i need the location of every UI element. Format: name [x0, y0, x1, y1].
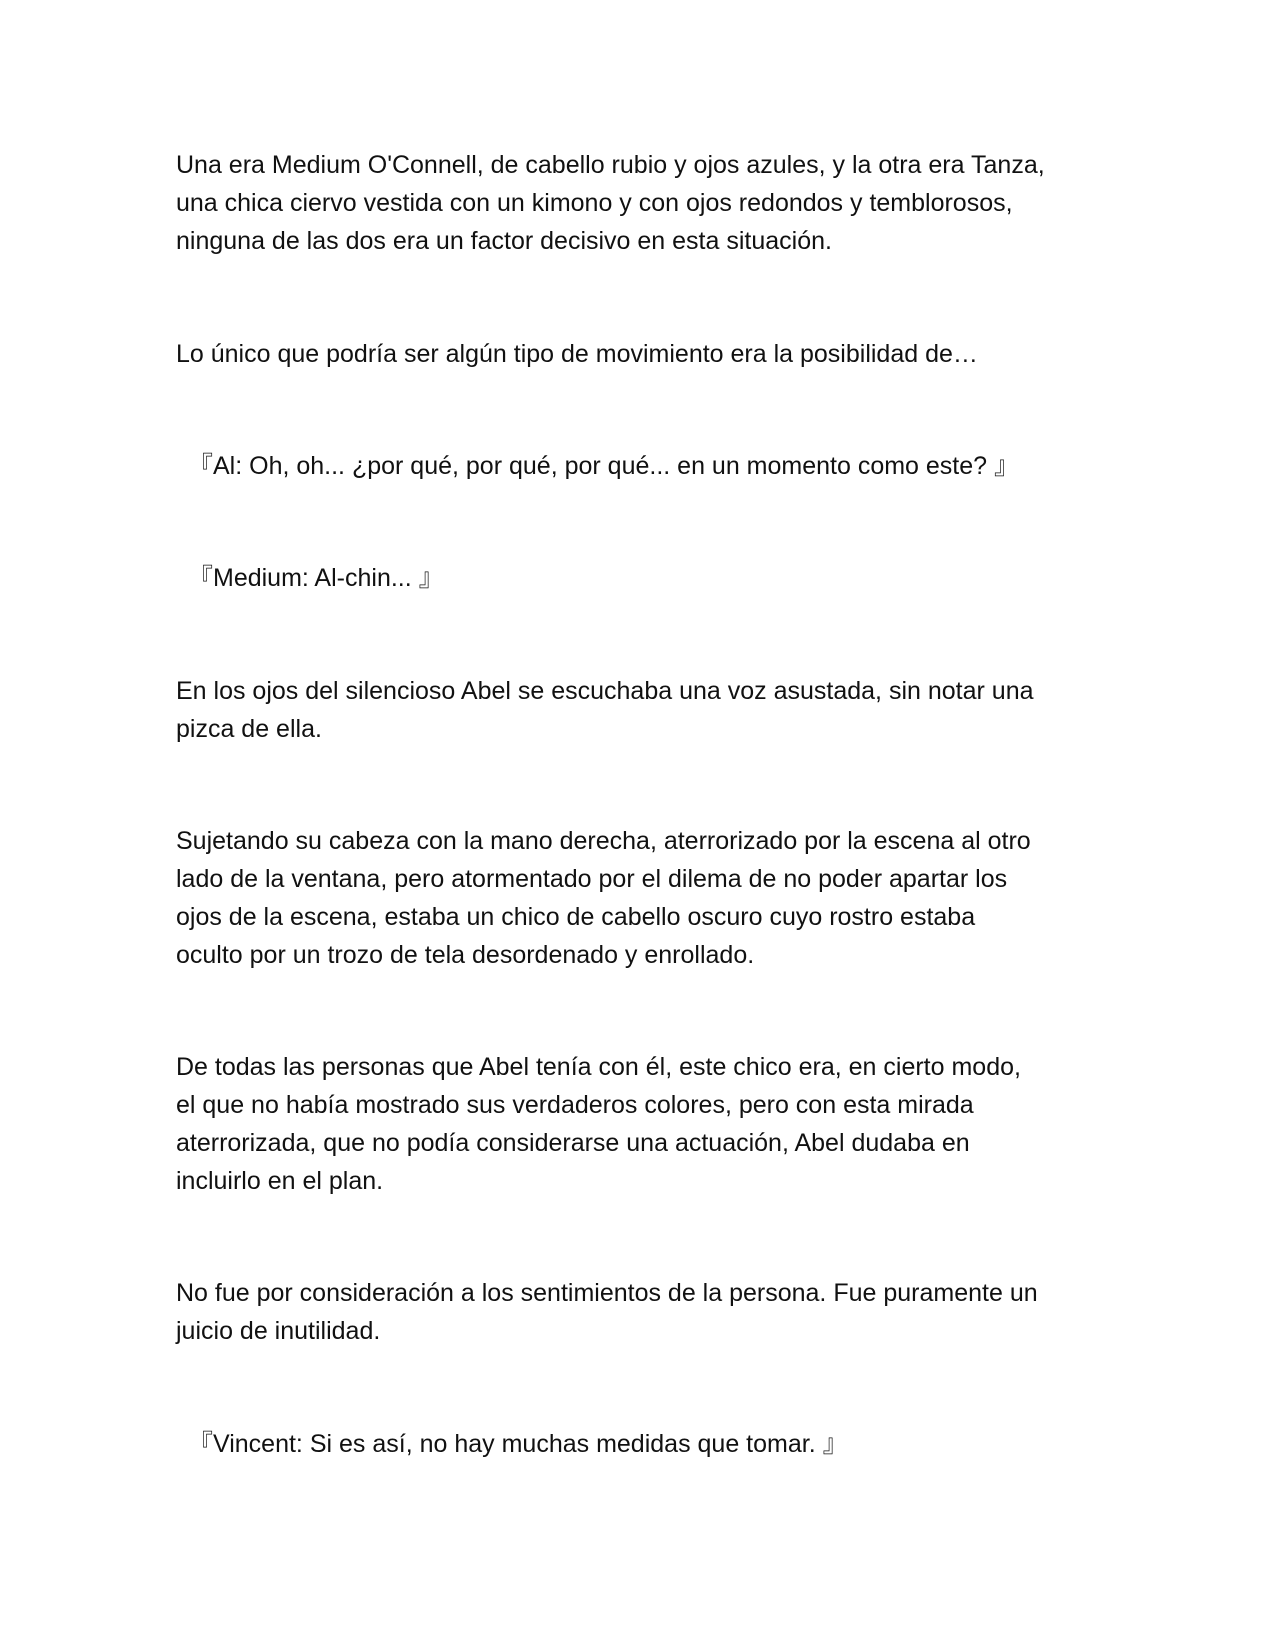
paragraph-1-line-1: Una era Medium O'Connell, de cabello rubio y ojos azules, y la otra era Tanza,: [176, 151, 1045, 179]
paragraph-4-line-2: lado de la ventana, pero atormentado por el dilema de no poder apartar los: [176, 865, 1008, 893]
paragraph-6-line-2: juicio de inutilidad.: [176, 1317, 381, 1345]
paragraph-5-line-1: De todas las personas que Abel tenía con él, este chico era, en cierto modo,: [176, 1053, 1021, 1081]
paragraph-2-line-1: Lo único que podría ser algún tipo de movimiento era la posibilidad de…: [176, 340, 978, 368]
dialogue-vincent: 『Vincent: Si es así, no hay muchas medidas que tomar. 』: [188, 1430, 848, 1458]
paragraph-6-line-1: No fue por consideración a los sentimientos de la persona. Fue puramente un: [176, 1279, 1038, 1307]
paragraph-5-line-4: incluirlo en el plan.: [176, 1167, 384, 1195]
dialogue-al: 『Al: Oh, oh... ¿por qué, por qué, por qué... en un momento como este? 』: [188, 452, 1020, 480]
paragraph-3-line-1: En los ojos del silencioso Abel se escuchaba una voz asustada, sin notar una: [176, 677, 1034, 705]
paragraph-4-line-4: oculto por un trozo de tela desordenado y enrollado.: [176, 941, 755, 969]
paragraph-5-line-2: el que no había mostrado sus verdaderos colores, pero con esta mirada: [176, 1091, 974, 1119]
paragraph-1-line-3: ninguna de las dos era un factor decisivo en esta situación.: [176, 227, 832, 255]
paragraph-4-line-3: ojos de la escena, estaba un chico de cabello oscuro cuyo rostro estaba: [176, 903, 976, 931]
paragraph-1-line-2: una chica ciervo vestida con un kimono y con ojos redondos y temblorosos,: [176, 189, 1013, 217]
paragraph-5-line-3: aterrorizada, que no podía considerarse una actuación, Abel dudaba en: [176, 1129, 970, 1157]
dialogue-medium: 『Medium: Al-chin... 』: [188, 564, 444, 592]
paragraph-3-line-2: pizca de ella.: [176, 715, 322, 743]
paragraph-4-line-1: Sujetando su cabeza con la mano derecha, aterrorizado por la escena al otro: [176, 827, 1031, 855]
